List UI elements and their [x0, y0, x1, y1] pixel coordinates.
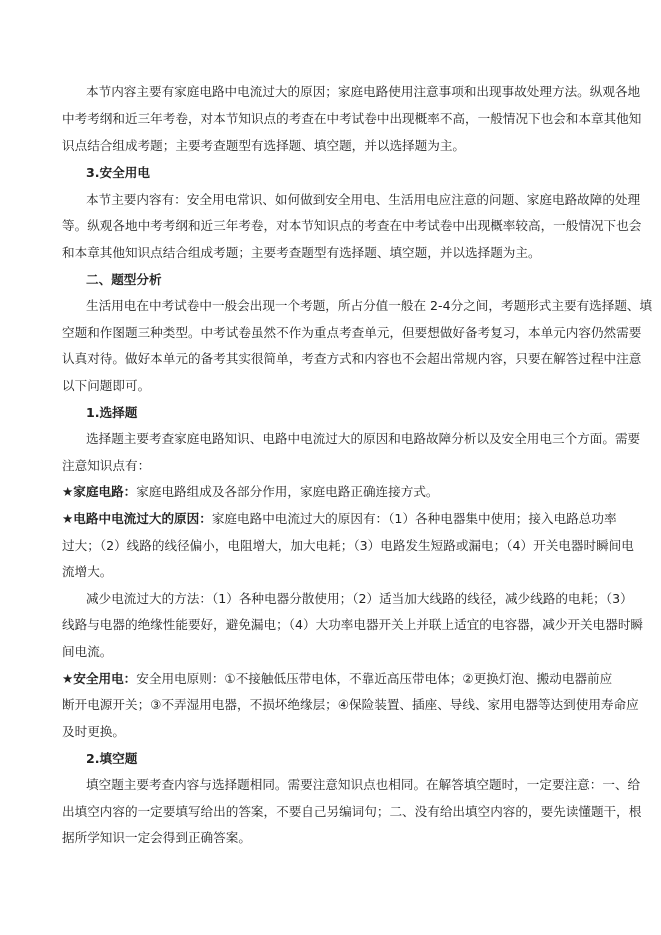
section-heading: 3.安全用电: [86, 165, 150, 180]
paragraph-line: 据所学知识一定会得到正确答案。: [62, 830, 251, 845]
section-heading: 2.填空题: [86, 751, 138, 766]
paragraph-line: 等。纵观各地中考考纲和近三年考卷，对本节知识点的考查在中考试卷中出现概率较高，一般情况下也会: [62, 218, 642, 233]
paragraph-line: [62, 484, 439, 500]
paragraph-line: 本节内容主要有家庭电路中电流过大的原因；家庭电路使用注意事项和出现事故处理方法。纵观各地: [86, 84, 641, 99]
paragraph-line: 流增大。: [62, 564, 113, 579]
paragraph-line: 断开电源开关；③不弄湿用电器，不损坏绝缘层；④保险装置、插座、导线、家用电器等达到使用寿命应: [62, 697, 639, 712]
paragraph-line: 线路与电器的绝缘性能要好，避免漏电；（4）大功率电器开关上并联上适宜的电容器，减少开关电器时瞬: [62, 617, 644, 632]
paragraph-line: 选择题主要考查家庭电路知识、电路中电流过大的原因和电路故障分析以及安全用电三个方面。需要: [86, 431, 641, 446]
bold-keyword: ★家庭电路：: [62, 484, 137, 499]
paragraph-line: 空题和作图题三种类型。中考试卷虽然不作为重点考查单元，但要想做好备考复习，本单元内容仍然需要: [62, 325, 642, 340]
paragraph-line: 中考考纲和近三年考卷，对本节知识点的考查在中考试卷中出现概率不高，一般情况下也会和本章其他知: [62, 111, 642, 126]
paragraph-line: 生活用电在中考试卷中一般会出现一个考题，所占分值一般在 2-4分之间，考题形式主要有选择题、填: [86, 298, 653, 313]
paragraph-line: 注意知识点有：: [62, 458, 151, 473]
paragraph-line: 间电流。: [62, 644, 113, 659]
paragraph-line: 及时更换。: [62, 724, 125, 739]
paragraph-line: 识点结合组成考题；主要考查题型有选择题、填空题，并以选择题为主。: [62, 138, 465, 153]
paragraph-text: 家庭电路组成及各部分作用，家庭电路正确连接方式。: [136, 484, 439, 499]
section-heading: 二、题型分析: [86, 272, 162, 287]
bold-keyword: ★安全用电：: [62, 671, 137, 686]
paragraph-text: 家庭电路中电流过大的原因有：（1）各种电器集中使用；接入电路总功率: [211, 511, 617, 526]
paragraph-line: 认真对待。做好本单元的备考其实很简单，考查方式和内容也不会超出常规内容，只要在解答过程中注意: [62, 351, 642, 366]
paragraph-line: 填空题主要考查内容与选择题相同。需要注意知识点也相同。在解答填空题时，一定要注意：一、给: [86, 777, 641, 792]
paragraph-line: 减少电流过大的方法：（1）各种电器分散使用；（2）适当加大线路的线径，减少线路的电耗；（3）: [86, 591, 633, 606]
paragraph-line: 过大；（2）线路的线径偏小，电阻增大，加大电耗；（3）电路发生短路或漏电；（4）开关电器时瞬间电: [62, 538, 634, 553]
bold-keyword: ★电路中电流过大的原因：: [62, 511, 212, 526]
paragraph-line: 本节主要内容有：安全用电常识、如何做到安全用电、生活用电应注意的问题、家庭电路故障的处理: [86, 192, 641, 207]
section-heading: 1.选择题: [86, 405, 138, 420]
paragraph-line: 和本章其他知识点结合组成考题；主要考查题型有选择题、填空题，并以选择题为主。: [62, 245, 541, 260]
paragraph-line: [62, 671, 612, 687]
paragraph-line: 出填空内容的一定要填写给出的答案，不要自己另编词句；二、没有给出填空内容的，要先读懂题干，根: [62, 804, 642, 819]
paragraph-line: [62, 511, 617, 527]
paragraph-line: 以下问题即可。: [62, 378, 151, 393]
paragraph-text: 安全用电原则：①不接触低压带电体，不靠近高压带电体；②更换灯泡、搬动电器前应: [136, 671, 613, 686]
